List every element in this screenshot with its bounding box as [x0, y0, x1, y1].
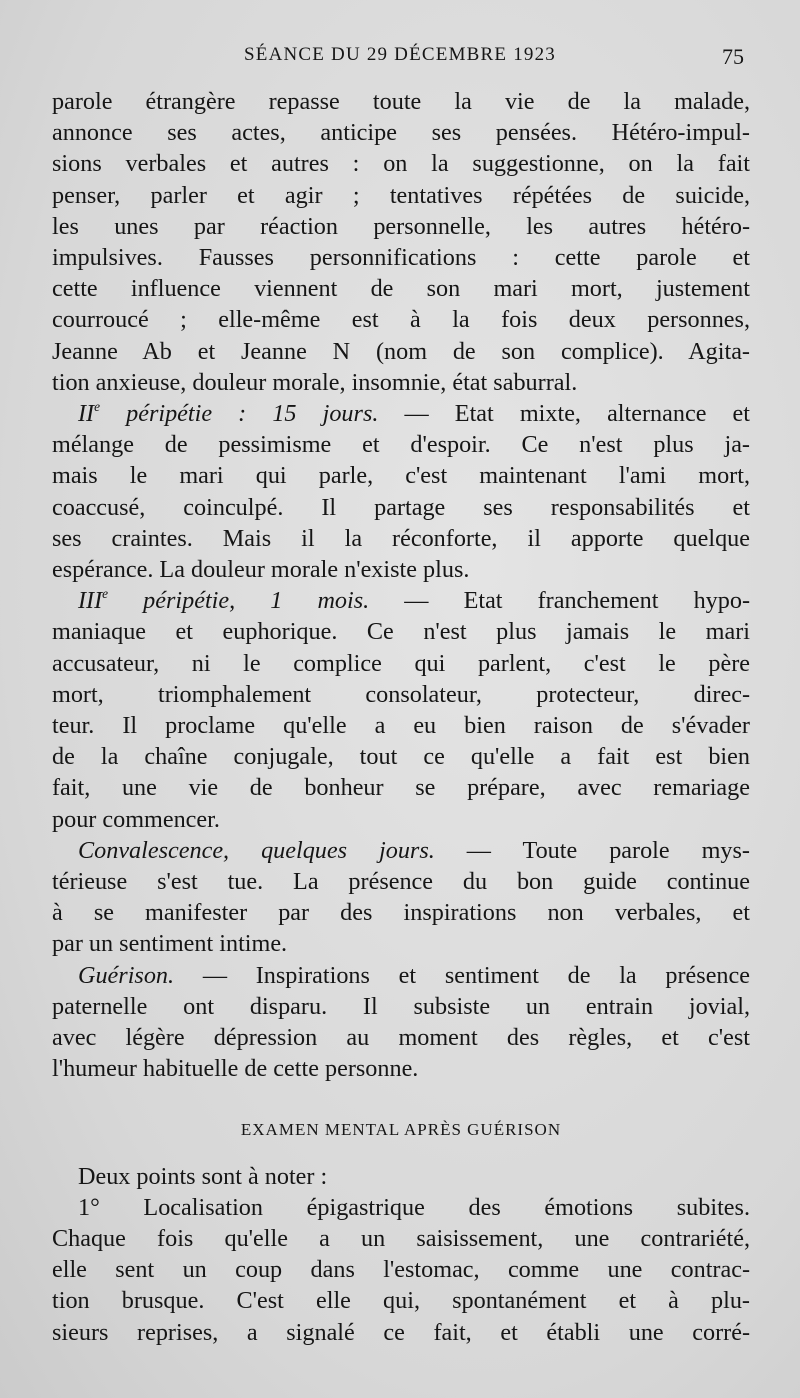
page-number: 75 — [722, 44, 744, 69]
text-line: IIIe péripétie, 1 mois. — Etat franchement hypo- — [78, 586, 750, 615]
text-line: sieurs reprises, a signalé ce fait, et établi une corré- — [52, 1318, 750, 1346]
text-line: paternelle ont disparu. Il subsiste un entrain jovial, — [52, 992, 750, 1020]
running-title: SÉANCE DU 29 DÉCEMBRE 1923 — [244, 44, 556, 65]
text-line: 1° Localisation épigastrique des émotions subites. — [78, 1193, 750, 1221]
convalescence-heading: Convalescence, quelques jours. — [78, 836, 435, 864]
paragraph-point-one — [52, 1192, 750, 1348]
text-line: penser, parler et agir ; tentatives répétées de suicide, — [52, 181, 750, 209]
paragraph-second-peripetie — [52, 398, 750, 585]
text-line: l'humeur habituelle de cette personne. — [52, 1055, 419, 1083]
text-line: parole étrangère repasse toute la vie de la malade, — [52, 88, 750, 115]
guerison-heading: Guérison. — [78, 961, 175, 989]
paragraph-third-peripetie — [52, 585, 750, 835]
text-line: cette influence viennent de son mari mort, justement — [52, 275, 750, 303]
paragraph-symptoms — [52, 86, 750, 398]
text-line: avec légère dépression au moment des règles, et c'est — [52, 1024, 750, 1052]
text-line: sions verbales et autres : on la suggestionne, on la fait — [52, 150, 750, 178]
peripetie-heading: IIIe péripétie, 1 mois. — [78, 586, 370, 615]
text-line: courroucé ; elle-même est à la fois deux personnes, — [52, 306, 750, 334]
text-line: IIe péripétie : 15 jours. — Etat mixte, alternance et — [78, 399, 750, 428]
text-line: Guérison. — Inspirations et sentiment de la présence — [78, 961, 750, 989]
page-header — [50, 38, 750, 78]
text-line: accusateur, ni le complice qui parlent, c'est le père — [52, 649, 750, 677]
body-text — [52, 86, 750, 1348]
text-line: coaccusé, coinculpé. Il partage ses responsabilités et — [52, 493, 750, 521]
text-line: mélange de pessimisme et d'espoir. Ce n'est plus ja- — [52, 431, 750, 459]
text-line: tion brusque. C'est elle qui, spontanément et à plu- — [52, 1287, 750, 1315]
text-line: par un sentiment intime. — [52, 930, 288, 958]
paragraph-convalescence — [52, 835, 750, 960]
section-title: EXAMEN MENTAL APRÈS GUÉRISON — [240, 1119, 562, 1139]
text-line: pour commencer. — [52, 805, 220, 833]
text-line: annonce ses actes, anticipe ses pensées. Hétéro-impul- — [52, 119, 750, 147]
text-line: teur. Il proclame qu'elle a eu bien raison de s'évader — [52, 712, 750, 740]
text-line: Deux points sont à noter : — [78, 1162, 328, 1190]
text-line: elle sent un coup dans l'estomac, comme une contrac- — [52, 1256, 750, 1284]
text-line: Convalescence, quelques jours. — Toute parole mys- — [78, 836, 750, 864]
text-line: maniaque et euphorique. Ce n'est plus jamais le mari — [52, 618, 750, 646]
text-line: espérance. La douleur morale n'existe plus. — [52, 556, 470, 584]
paragraph-guerison — [52, 960, 750, 1085]
text-line: tion anxieuse, douleur morale, insomnie, état saburral. — [52, 368, 578, 396]
text-line: fait, une vie de bonheur se prépare, avec remariage — [52, 774, 750, 802]
text-line: de la chaîne conjugale, tout ce qu'elle a fait est bien — [52, 743, 750, 771]
text-line: ses craintes. Mais il la réconforte, il apporte quelque — [52, 524, 750, 552]
peripetie-heading: IIe péripétie : 15 jours. — [78, 399, 379, 428]
text-line: les unes par réaction personnelle, les autres hétéro- — [52, 212, 750, 240]
text-line: térieuse s'est tue. La présence du bon guide continue — [52, 868, 750, 896]
text-line: Jeanne Ab et Jeanne N (nom de son complice). Agita- — [52, 337, 750, 365]
text-line: à se manifester par des inspirations non verbales, et — [52, 899, 750, 927]
text-line: mais le mari qui parle, c'est maintenant l'ami mort, — [52, 462, 750, 490]
text-line: impulsives. Fausses personnifications : cette parole et — [52, 244, 750, 272]
section-intro — [52, 1161, 750, 1192]
text-line: Chaque fois qu'elle a un saisissement, une contrariété, — [52, 1224, 750, 1252]
text-line: mort, triomphalement consolateur, protecteur, direc- — [52, 680, 750, 708]
